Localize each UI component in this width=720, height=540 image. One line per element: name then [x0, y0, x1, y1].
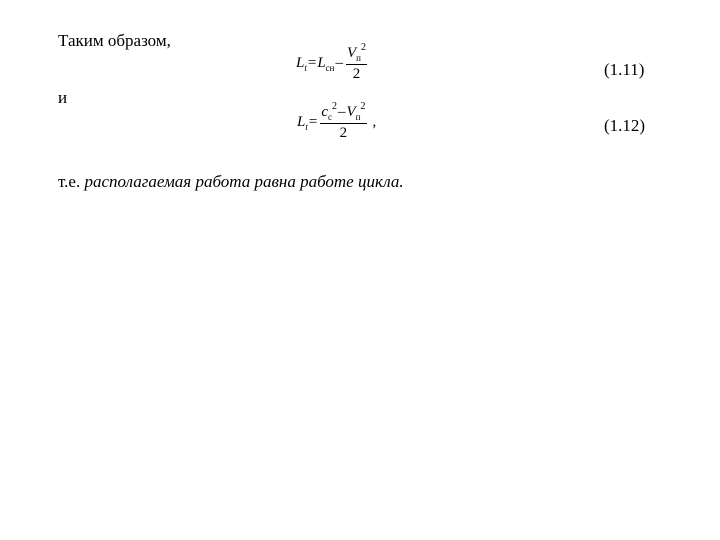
- minus-sign: –: [335, 55, 343, 71]
- fraction-denominator: 2: [352, 66, 361, 82]
- numerator-subscript: п: [356, 53, 361, 63]
- lhs-symbol: L: [297, 114, 306, 130]
- conclusion-prefix: т.е.: [58, 172, 81, 191]
- equation-number: (1.11): [604, 60, 645, 79]
- fraction: [320, 101, 366, 141]
- numerator-power: 2: [360, 42, 366, 53]
- trailing-comma: ,: [372, 114, 377, 130]
- term-subscript: сн: [325, 62, 335, 73]
- term-symbol: L: [317, 55, 326, 71]
- conclusion-text: [58, 172, 404, 192]
- lhs-subscript: t: [305, 121, 308, 132]
- equation-1-11: [296, 42, 367, 82]
- equals-sign: =: [307, 55, 317, 71]
- numerator-b-symbol: V: [346, 104, 356, 120]
- numerator-b-subscript: п: [355, 112, 361, 122]
- intro-text: Таким образом,: [58, 31, 171, 50]
- lhs-subscript: t: [304, 62, 307, 73]
- equals-sign: =: [308, 114, 318, 130]
- fraction-numerator: [346, 42, 367, 64]
- lhs-symbol: L: [296, 55, 305, 71]
- numerator-symbol: V: [346, 45, 357, 61]
- fraction: [346, 42, 367, 82]
- minus-sign: –: [338, 104, 346, 120]
- conclusion-emphasis: располагаемая работа равна работе цикла.: [84, 172, 404, 191]
- numerator-a-symbol: c: [321, 104, 328, 120]
- conjunction-text: и: [58, 88, 68, 107]
- fraction-numerator: [320, 101, 366, 123]
- numerator-a-subscript: с: [328, 112, 332, 122]
- numerator-a-power: 2: [332, 101, 337, 112]
- numerator-b-power: 2: [360, 101, 366, 112]
- equation-1-12: [297, 101, 377, 141]
- fraction-denominator: 2: [339, 125, 348, 141]
- equation-number: (1.12): [604, 116, 646, 135]
